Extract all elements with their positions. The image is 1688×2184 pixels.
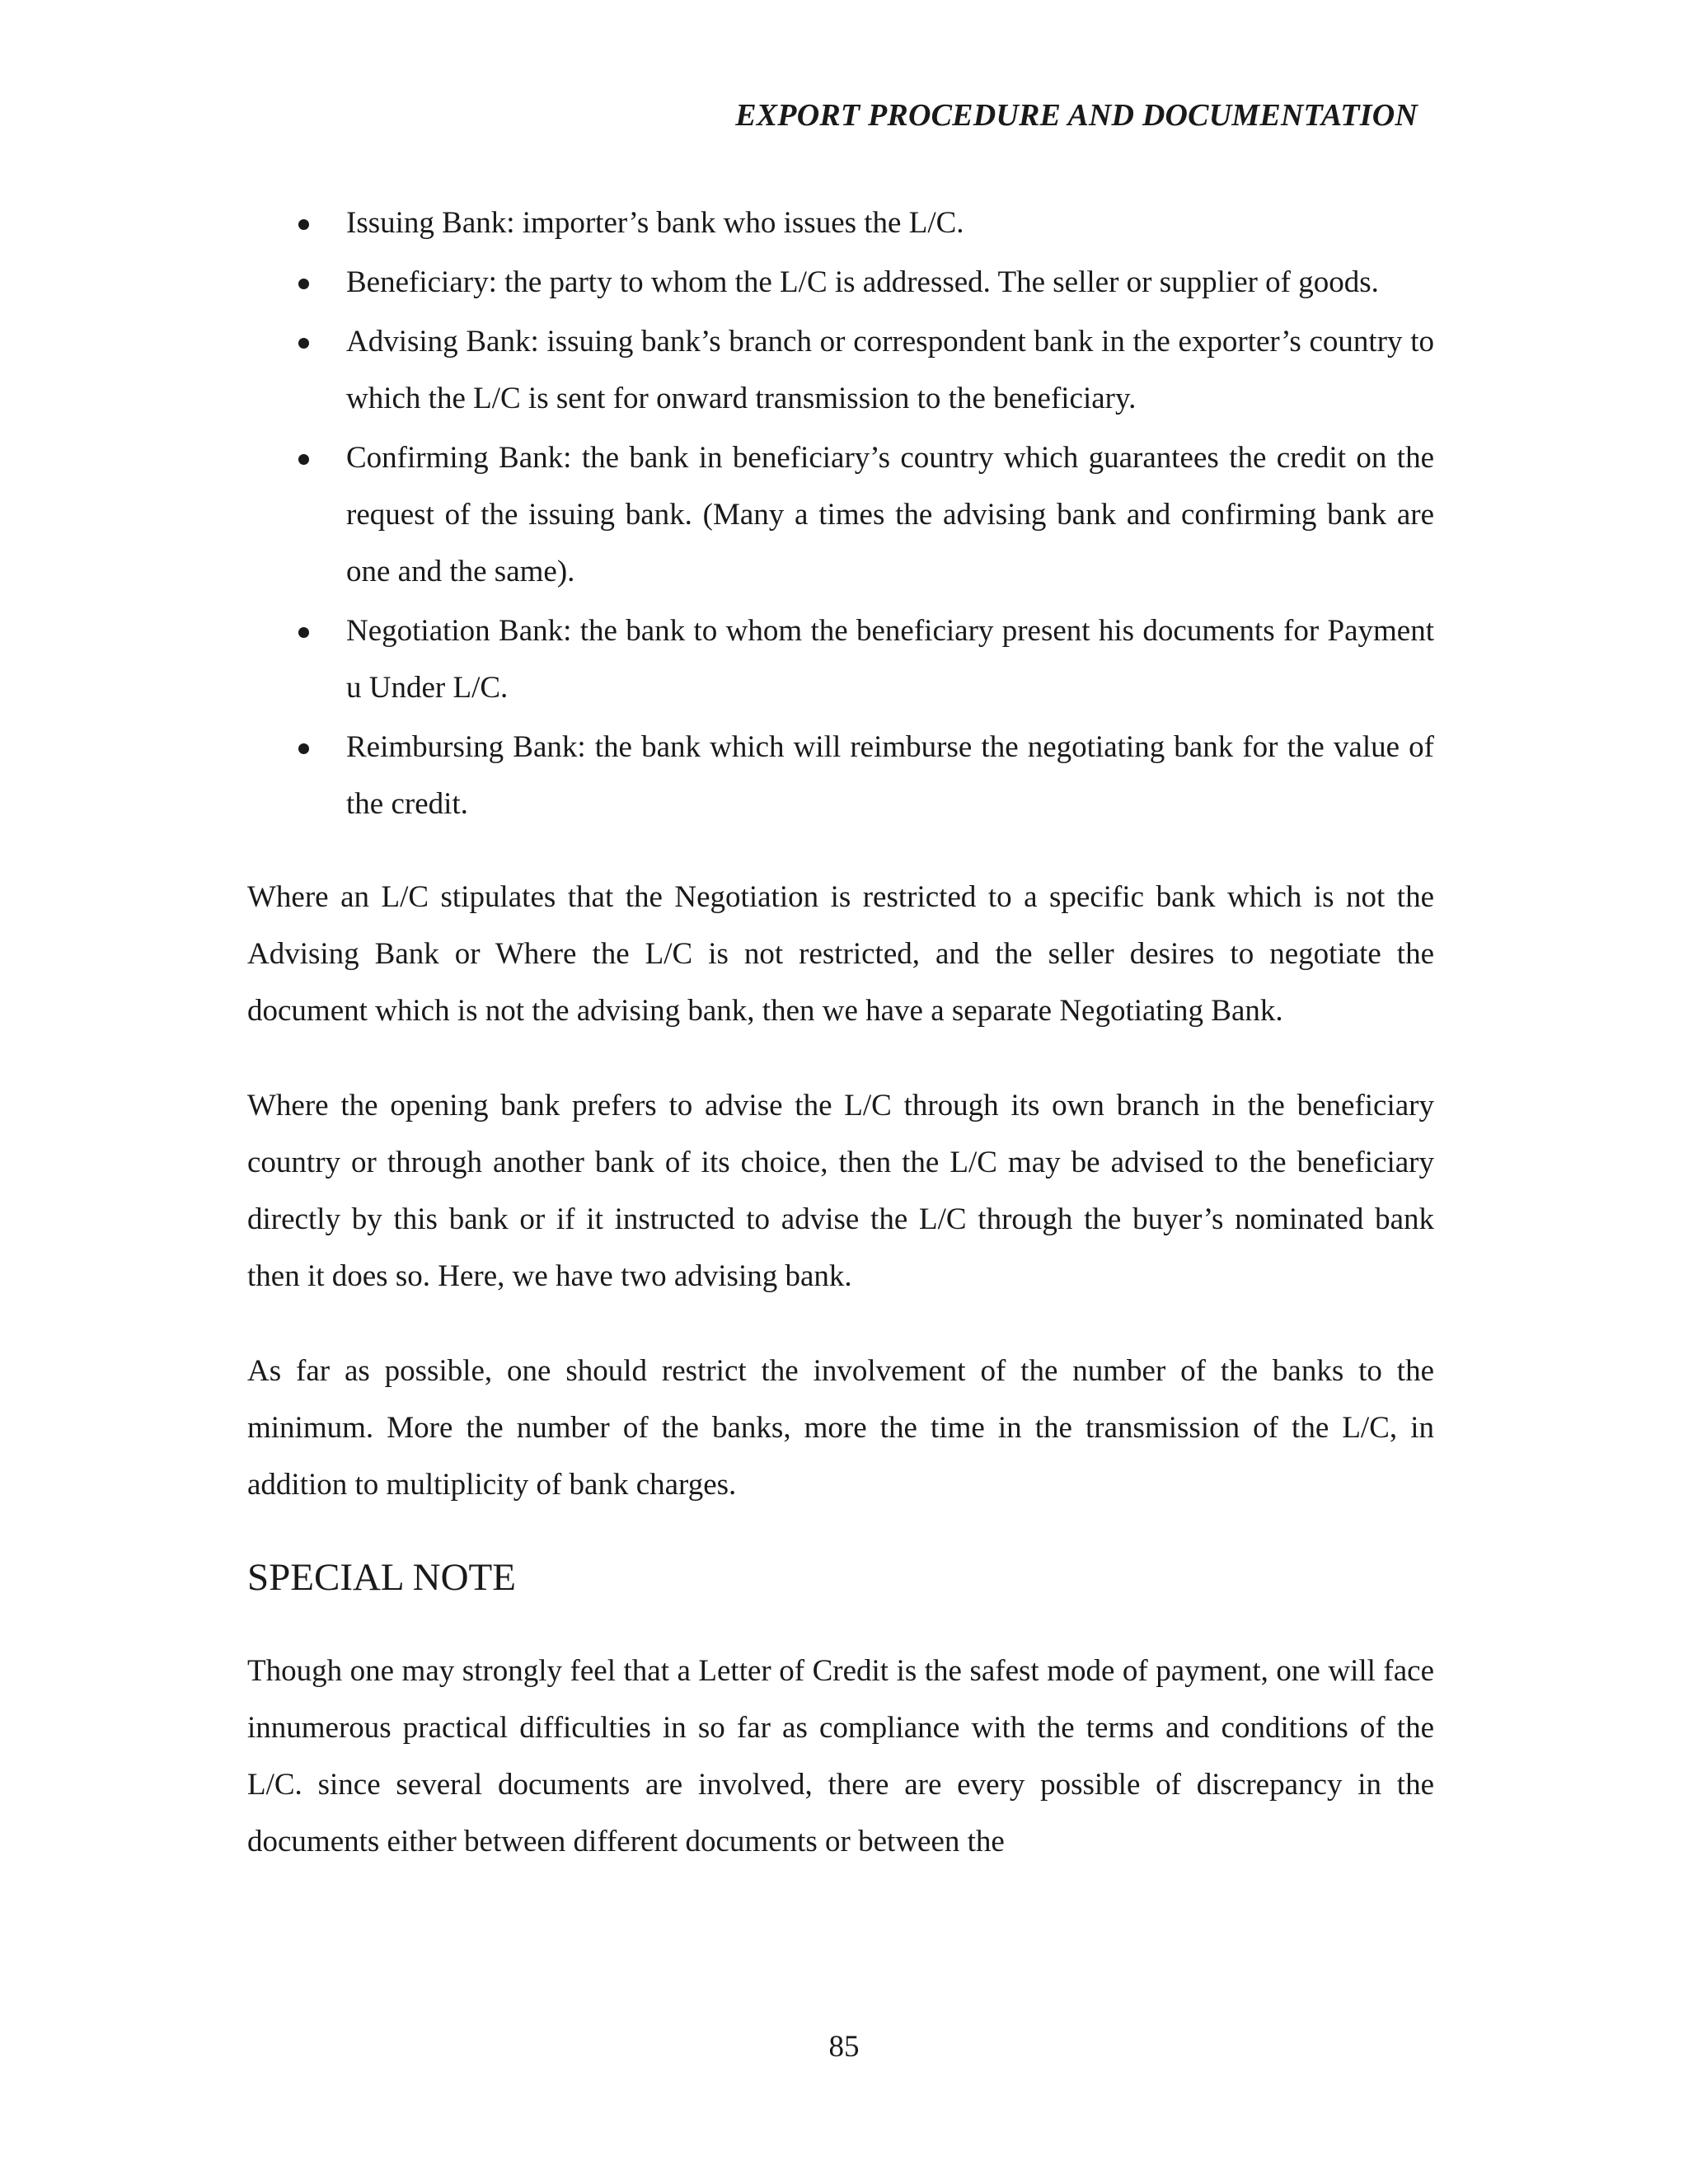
bullet-text: Negotiation Bank: the bank to whom the beneficiary present his documents for Payment u Under L/C. — [346, 614, 1434, 705]
paragraph-advising-bank: Where the opening bank prefers to advise the L/C through its own branch in the beneficiary country or through another bank of its choice, then the L/C may be advised to the beneficiary directly by this bank or if it instructed to advise the L/C through the buyer’s nominated bank then it does so. Here, we have two advising bank. — [247, 1089, 1434, 1293]
bullet-icon — [298, 219, 309, 230]
bullet-item-beneficiary — [247, 254, 1434, 311]
bullet-text: Advising Bank: issuing bank’s branch or correspondent bank in the exporter’s country to which the L/C is sent for onward transmission to the beneficiary. — [346, 325, 1434, 415]
body-text — [247, 194, 1434, 1870]
paragraph-minimize-banks: As far as possible, one should restrict the involvement of the number of the banks to the minimum. More the number of the banks, more the time in the transmission of the L/C, in addition to multiplicity of bank charges. — [247, 1354, 1434, 1502]
section-heading: SPECIAL NOTE — [247, 1556, 516, 1599]
bullet-icon — [298, 627, 309, 638]
bullet-item-confirming-bank — [247, 429, 1434, 600]
bullet-icon — [298, 279, 309, 289]
bullet-icon — [298, 743, 309, 754]
paragraph-negotiating-bank: Where an L/C stipulates that the Negotiation is restricted to a specific bank which is not the Advising Bank or Where the L/C is not restricted, and the seller desires to negotiate the document which is not the advising bank, then we have a separate Negotiating Bank. — [247, 880, 1434, 1028]
running-header: EXPORT PROCEDURE AND DOCUMENTATION — [735, 98, 1418, 133]
bullet-text: Beneficiary: the party to whom the L/C is addressed. The seller or supplier of goods. — [346, 265, 1379, 299]
bullet-text: Confirming Bank: the bank in beneficiary’s country which guarantees the credit on the request of the issuing bank. (Many a times the advising bank and confirming bank are one and the same). — [346, 441, 1434, 588]
bullet-item-issuing-bank — [247, 194, 1434, 251]
bullet-list — [247, 194, 1434, 832]
bullet-icon — [298, 338, 309, 349]
bullet-item-reimbursing-bank — [247, 719, 1434, 832]
page-number: 85 — [828, 2030, 860, 2064]
bullet-item-advising-bank — [247, 313, 1434, 427]
bullet-text: Reimbursing Bank: the bank which will reimburse the negotiating bank for the value of the credit. — [346, 730, 1434, 821]
paragraph-special-note: Though one may strongly feel that a Letter of Credit is the safest mode of payment, one will face innumerous practical difficulties in so far as compliance with the terms and conditions of the L/C. since several documents are involved, there are every possible of discrepancy in the documents either between different documents or between the — [247, 1654, 1434, 1858]
bullet-item-negotiation-bank — [247, 602, 1434, 716]
bullet-icon — [298, 454, 309, 465]
bullet-text: Issuing Bank: importer’s bank who issues the L/C. — [346, 206, 964, 240]
